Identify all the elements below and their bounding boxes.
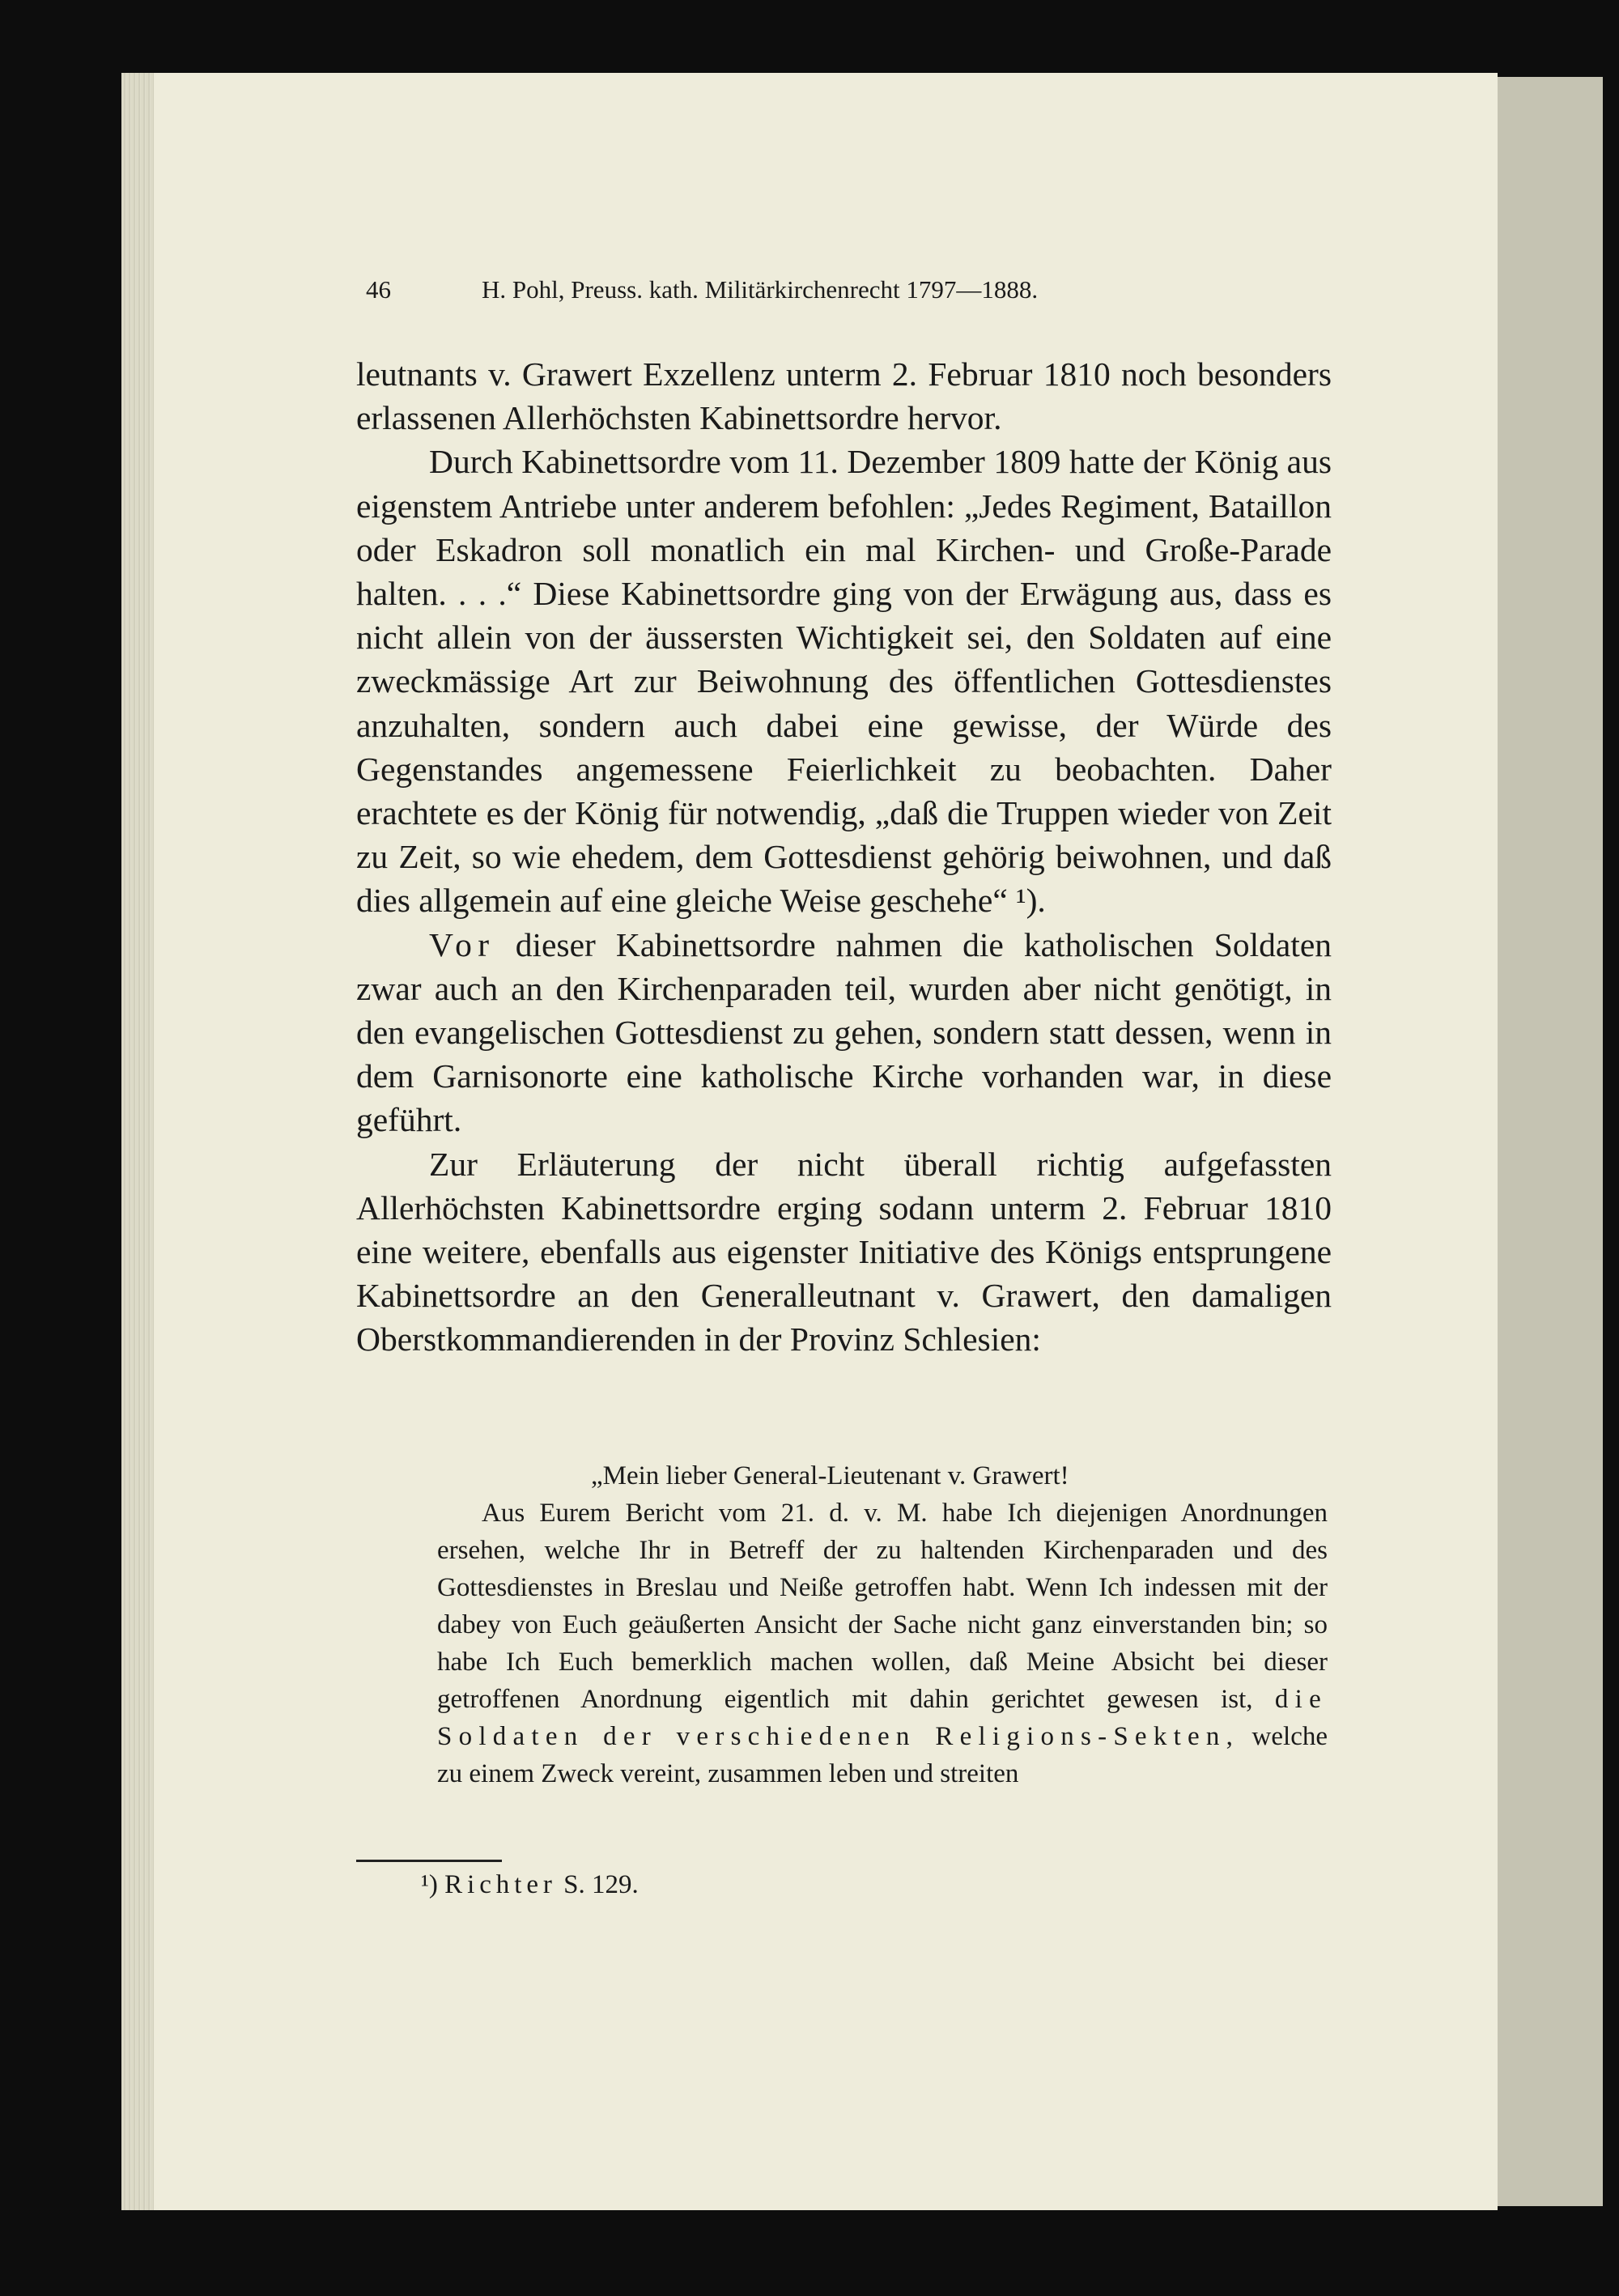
paragraph-1: leutnants v. Grawert Exzellenz unterm 2. Februar 1810 noch besonders erlassenen Allerhöchsten Kabinettsordre hervor.: [356, 355, 1332, 437]
page-number: 46: [366, 275, 391, 304]
paragraph-2: Durch Kabinettsordre vom 11. Dezember 1809 hatte der König aus eigenstem Antriebe unter anderem befohlen: „Jedes Regiment, Bataillon oder Eskadron soll monatlich ein mal Kirchen- und Große-Parade halten. . . .“ Diese Kabinettsordre ging von der Erwägung aus, dass es nicht allein von der äussersten Wichtigkeit sei, den Soldaten auf eine zweckmässige Art zur Beiwohnung des öffentlichen Gottesdienstes anzuhalten, sondern auch dabei eine gewisse, der Würde des Gegenstandes angemessene Feierlichkeit zu beobachten. Daher erachtete es der König für notwendig, „daß die Truppen wieder von Zeit zu Zeit, so wie ehedem, dem Gottesdienst gehörig beiwohnen, und daß dies allgemein auf eine gleiche Weise geschehe“ ¹).: [356, 443, 1332, 920]
main-body: [356, 352, 1332, 1362]
letter-text: [437, 1495, 1328, 1792]
letter-spaced-text: die Soldaten der verschiedenen Religions-Sekten,: [437, 1685, 1328, 1751]
facing-page-edge: [1481, 77, 1603, 2206]
letter-text-a: Aus Eurem Bericht vom 21. d. v. M. habe Ich diejenigen Anordnungen ersehen, welche Ihr in Betreff der zu haltenden Kirchenparaden und des Gottesdienstes in Breslau und Neiße getroffen habt. Wenn Ich indessen mit der dabey von Euch geäußerten Ansicht der Sache nicht ganz einverstanden bin; so habe Ich Euch bemerklich machen wollen, daß Meine Absicht bei dieser getroffenen Anordnung eigentlich mit dahin gerichtet gewesen ist,: [437, 1499, 1328, 1714]
letter-salutation: „Mein lieber General-Lieutenant v. Grawert!: [591, 1461, 1069, 1490]
paragraph-3-text: dieser Kabinettsordre nahmen die katholischen Soldaten zwar auch an den Kirchenparaden teil, wurden aber nicht genötigt, in den evangelischen Gottesdienst zu gehen, sondern statt dessen, wenn in dem Garnisonorte eine katholische Kirche vorhanden war, in diese geführt.: [356, 925, 1332, 1139]
paragraph-3: [356, 923, 1332, 1142]
running-header: [356, 275, 1214, 316]
footnote: [421, 1870, 639, 1900]
letter-text-b: welche zu einem Zweck vereint, zusammen leben und streiten: [437, 1722, 1328, 1788]
spaced-word: Vor: [429, 925, 495, 963]
quoted-letter: [437, 1457, 1328, 1792]
footnote-author: Richter: [444, 1870, 557, 1899]
footnote-rule: [356, 1860, 502, 1862]
footnote-mark: ¹): [421, 1870, 438, 1899]
footnote-ref: S. 129.: [563, 1870, 639, 1899]
running-head-title: H. Pohl, Preuss. kath. Militärkirchenrecht 1797—1888.: [482, 275, 1039, 304]
page-stack-edge: [121, 73, 154, 2210]
paragraph-4: Zur Erläuterung der nicht überall richtig aufgefassten Allerhöchsten Kabinettsordre erging sodann unterm 2. Februar 1810 eine weitere, ebenfalls aus eigenster Initiative des Königs entsprungene Kabinettsordre an den Generalleutnant v. Grawert, den damaligen Oberstkommandierenden in der Provinz Schlesien:: [356, 1145, 1332, 1358]
